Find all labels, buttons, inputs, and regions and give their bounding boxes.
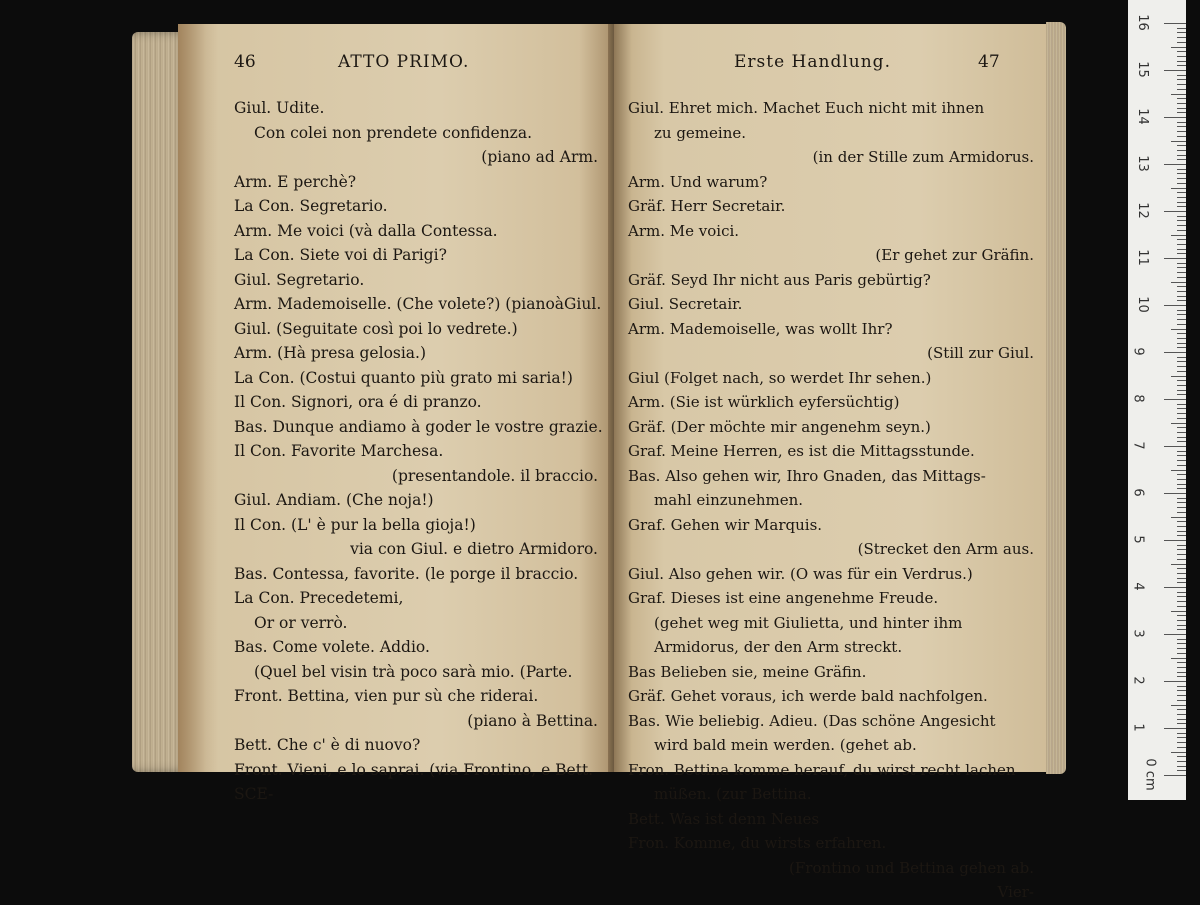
text-line: Giul. Andiam. (Che noja!) xyxy=(234,491,434,509)
text-line: La Con. Segretario. xyxy=(234,197,388,215)
ruler-tick xyxy=(1177,347,1186,348)
ruler-tick xyxy=(1177,512,1186,513)
text-line: Gräf. (Der möchte mir angenehm seyn.) xyxy=(628,417,931,436)
ruler-number: 6 xyxy=(1130,488,1146,497)
ruler-tick xyxy=(1177,526,1186,527)
text-line: (Quel bel visin trà poco sarà mio. (Parte. xyxy=(254,662,573,681)
ruler-number: 0 cm xyxy=(1142,758,1158,791)
ruler-tick xyxy=(1177,766,1186,767)
ruler-tick xyxy=(1177,79,1186,80)
ruler-number: 8 xyxy=(1130,394,1146,403)
left-page-number: 46 xyxy=(234,52,256,72)
ruler-tick xyxy=(1171,705,1186,706)
ruler-tick xyxy=(1177,625,1186,626)
text-line: Giul. Segretario. xyxy=(234,270,365,289)
ruler-number: 2 xyxy=(1130,676,1146,685)
ruler-tick xyxy=(1177,737,1186,738)
right-page xyxy=(614,24,1050,901)
ruler-tick xyxy=(1177,108,1186,109)
ruler-tick xyxy=(1164,540,1186,541)
ruler-tick xyxy=(1164,728,1186,729)
ruler-tick xyxy=(1171,141,1186,142)
ruler-tick xyxy=(1177,61,1186,62)
ruler-tick xyxy=(1177,408,1186,409)
text-line: Gräf. Herr Secretair. xyxy=(628,197,786,215)
text-line: (in der Stille zum Armidorus. xyxy=(812,148,1034,166)
ruler-tick xyxy=(1177,535,1186,536)
ruler-tick xyxy=(1177,667,1186,668)
ruler-number: 12 xyxy=(1134,202,1150,219)
ruler-tick xyxy=(1164,681,1186,682)
ruler-tick xyxy=(1177,145,1186,146)
ruler-tick xyxy=(1177,629,1186,630)
text-line: Armidorus, der den Arm streckt. xyxy=(654,638,903,656)
ruler-tick xyxy=(1177,432,1186,433)
ruler-tick xyxy=(1177,183,1186,184)
ruler-tick xyxy=(1177,314,1186,315)
text-line: Arm. (Sie ist würklich eyfersüchtig) xyxy=(628,393,900,411)
measuring-ruler xyxy=(1128,0,1186,800)
ruler-tick xyxy=(1177,230,1186,231)
ruler-tick xyxy=(1177,28,1186,29)
ruler-tick xyxy=(1171,94,1186,95)
ruler-tick xyxy=(1177,197,1186,198)
text-line: Gräf. Gehet voraus, ich werde bald nachfolgen. xyxy=(628,687,988,705)
text-line: (Strecket den Arm aus. xyxy=(857,540,1034,558)
ruler-tick xyxy=(1171,611,1186,612)
text-line: mahl einzunehmen. xyxy=(654,491,804,509)
ruler-tick xyxy=(1177,578,1186,579)
ruler-tick xyxy=(1177,427,1186,428)
ruler-tick xyxy=(1171,658,1186,659)
ruler-tick xyxy=(1177,253,1186,254)
text-line: Bett. Che c' è di nuovo? xyxy=(234,736,421,754)
ruler-tick xyxy=(1177,455,1186,456)
text-line: Giul. (Seguitate così poi lo vedrete.) xyxy=(234,319,518,338)
ruler-tick xyxy=(1177,155,1186,156)
ruler-tick xyxy=(1164,634,1186,635)
ruler-tick xyxy=(1171,329,1186,330)
ruler-tick xyxy=(1177,451,1186,452)
ruler-tick xyxy=(1177,404,1186,405)
ruler-tick xyxy=(1177,65,1186,66)
text-line: (Er gehet zur Gräfin. xyxy=(875,246,1034,264)
ruler-tick xyxy=(1177,338,1186,339)
text-line: Arm. E perchè? xyxy=(234,172,357,191)
ruler-number: 9 xyxy=(1130,347,1146,356)
ruler-tick xyxy=(1177,465,1186,466)
text-line: (piano à Bettina. xyxy=(467,711,598,730)
right-page-header: Erste Handlung. xyxy=(734,52,891,72)
ruler-tick xyxy=(1177,89,1186,90)
ruler-tick xyxy=(1177,122,1186,123)
text-line: via con Giul. e dietro Armidoro. xyxy=(350,540,598,558)
ruler-tick xyxy=(1177,733,1186,734)
text-line: Bas. Also gehen wir, Ihro Gnaden, das Mittags- xyxy=(628,466,986,485)
ruler-tick xyxy=(1177,479,1186,480)
ruler-tick xyxy=(1177,672,1186,673)
ruler-tick xyxy=(1177,601,1186,602)
ruler-tick xyxy=(1177,343,1186,344)
text-line: Giul. Secretair. xyxy=(628,295,743,313)
text-line: Graf. Dieses ist eine angenehme Freude. xyxy=(628,589,939,607)
ruler-tick xyxy=(1177,32,1186,33)
text-line: Giul. Ehret mich. Machet Euch nicht mit ihnen xyxy=(628,99,985,117)
ruler-number: 10 xyxy=(1134,296,1150,313)
ruler-tick xyxy=(1164,164,1186,165)
ruler-tick xyxy=(1177,394,1186,395)
ruler-tick xyxy=(1164,23,1186,24)
ruler-tick xyxy=(1171,282,1186,283)
ruler-number: 4 xyxy=(1130,582,1146,591)
ruler-tick xyxy=(1177,272,1186,273)
ruler-tick xyxy=(1177,756,1186,757)
ruler-tick xyxy=(1177,380,1186,381)
ruler-tick xyxy=(1177,390,1186,391)
ruler-tick xyxy=(1177,714,1186,715)
ruler-tick xyxy=(1177,531,1186,532)
ruler-tick xyxy=(1177,103,1186,104)
ruler-tick xyxy=(1177,98,1186,99)
ruler-tick xyxy=(1177,267,1186,268)
text-line: Giul. Udite. xyxy=(234,99,325,117)
ruler-number: 16 xyxy=(1134,14,1150,31)
ruler-tick xyxy=(1177,319,1186,320)
ruler-tick xyxy=(1177,178,1186,179)
ruler-number: 3 xyxy=(1130,629,1146,638)
ruler-tick xyxy=(1177,239,1186,240)
ruler-tick xyxy=(1177,441,1186,442)
right-page-text xyxy=(614,96,1050,905)
ruler-tick xyxy=(1177,225,1186,226)
ruler-tick xyxy=(1177,700,1186,701)
text-line: Arm. Me voici (và dalla Contessa. xyxy=(234,221,498,240)
ruler-tick xyxy=(1177,460,1186,461)
ruler-tick xyxy=(1177,502,1186,503)
ruler-tick xyxy=(1171,470,1186,471)
ruler-tick xyxy=(1177,310,1186,311)
ruler-tick xyxy=(1177,559,1186,560)
text-line: müßen. (zur Bettina. xyxy=(654,785,812,803)
ruler-number: 14 xyxy=(1134,108,1150,125)
ruler-tick xyxy=(1177,84,1186,85)
ruler-tick xyxy=(1177,244,1186,245)
open-book xyxy=(132,18,1066,901)
text-line: Arm. Mademoiselle. (Che volete?) (pianoàGiul. xyxy=(234,295,602,313)
ruler-tick xyxy=(1177,662,1186,663)
ruler-tick xyxy=(1164,70,1186,71)
right-page-number: 47 xyxy=(978,52,1000,72)
ruler-tick xyxy=(1164,446,1186,447)
ruler-number: 15 xyxy=(1134,61,1150,78)
ruler-tick xyxy=(1171,235,1186,236)
ruler-number: 5 xyxy=(1130,535,1146,544)
text-line: Giul (Folget nach, so werdet Ihr sehen.) xyxy=(628,368,932,387)
ruler-tick xyxy=(1171,47,1186,48)
text-line: Fron. Bettina komme herauf, du wirst recht lachen xyxy=(628,760,1016,779)
text-line: SCE- xyxy=(234,785,274,803)
text-line: Gräf. Seyd Ihr nicht aus Paris gebürtig? xyxy=(628,270,931,289)
ruler-tick xyxy=(1177,620,1186,621)
text-line: (gehet weg mit Giulietta, und hinter ihm xyxy=(654,613,963,632)
ruler-tick xyxy=(1177,136,1186,137)
text-line: Bas Belieben sie, meine Gräfin. xyxy=(628,662,867,681)
ruler-tick xyxy=(1177,653,1186,654)
ruler-tick xyxy=(1177,357,1186,358)
page-edges-right xyxy=(1046,22,1066,774)
ruler-tick xyxy=(1177,75,1186,76)
ruler-tick xyxy=(1164,305,1186,306)
ruler-tick xyxy=(1171,517,1186,518)
ruler-tick xyxy=(1177,300,1186,301)
ruler-tick xyxy=(1177,385,1186,386)
ruler-tick xyxy=(1177,126,1186,127)
ruler-tick xyxy=(1177,51,1186,52)
ruler-tick xyxy=(1177,418,1186,419)
ruler-tick xyxy=(1177,333,1186,334)
ruler-tick xyxy=(1164,211,1186,212)
text-line: Vier- xyxy=(997,883,1034,901)
ruler-tick xyxy=(1177,206,1186,207)
left-page xyxy=(178,24,614,803)
text-line: La Con. Precedetemi, xyxy=(234,589,404,607)
ruler-tick xyxy=(1177,296,1186,297)
text-line: Front. Bettina, vien pur sù che riderai. xyxy=(234,687,539,705)
ruler-tick xyxy=(1177,690,1186,691)
left-page-header: ATTO PRIMO. xyxy=(338,52,470,72)
ruler-tick xyxy=(1177,286,1186,287)
ruler-tick xyxy=(1177,192,1186,193)
ruler-tick xyxy=(1177,592,1186,593)
text-line: La Con. (Costui quanto più grato mi saria!) xyxy=(234,368,573,387)
ruler-tick xyxy=(1177,220,1186,221)
ruler-tick xyxy=(1164,775,1186,776)
text-line: La Con. Siete voi di Parigi? xyxy=(234,246,447,264)
ruler-number: 7 xyxy=(1130,441,1146,450)
ruler-tick xyxy=(1177,761,1186,762)
ruler-tick xyxy=(1177,648,1186,649)
text-line: Con colei non prendete confidenza. xyxy=(254,123,533,142)
text-line: zu gemeine. xyxy=(654,123,747,142)
text-line: Arm. Me voici. xyxy=(628,221,740,240)
ruler-tick xyxy=(1177,216,1186,217)
text-line: Bas. Contessa, favorite. (le porge il braccio. xyxy=(234,564,579,583)
ruler-tick xyxy=(1164,258,1186,259)
ruler-tick xyxy=(1177,695,1186,696)
ruler-tick xyxy=(1164,493,1186,494)
ruler-tick xyxy=(1177,291,1186,292)
ruler-tick xyxy=(1177,474,1186,475)
ruler-tick xyxy=(1177,549,1186,550)
ruler-tick xyxy=(1177,554,1186,555)
ruler-tick xyxy=(1177,719,1186,720)
ruler-tick xyxy=(1177,361,1186,362)
ruler-number: 1 xyxy=(1130,723,1146,732)
ruler-tick xyxy=(1177,131,1186,132)
ruler-tick xyxy=(1164,587,1186,588)
ruler-tick xyxy=(1177,366,1186,367)
ruler-tick xyxy=(1177,263,1186,264)
ruler-tick xyxy=(1177,488,1186,489)
text-line: Front. Vieni, e lo saprai. (via Frontino, e Bett. xyxy=(234,760,594,779)
ruler-tick xyxy=(1177,169,1186,170)
text-line: (piano ad Arm. xyxy=(481,148,598,166)
ruler-tick xyxy=(1164,399,1186,400)
left-page-text xyxy=(178,96,614,807)
ruler-tick xyxy=(1177,150,1186,151)
text-line: Or or verrò. xyxy=(254,613,348,632)
ruler-tick xyxy=(1177,159,1186,160)
text-line: Arm. Und warum? xyxy=(628,172,768,191)
ruler-tick xyxy=(1177,573,1186,574)
ruler-tick xyxy=(1177,596,1186,597)
ruler-tick xyxy=(1171,376,1186,377)
ruler-tick xyxy=(1177,742,1186,743)
text-line: wird bald mein werden. (gehet ab. xyxy=(654,736,917,754)
ruler-tick xyxy=(1177,249,1186,250)
ruler-tick xyxy=(1177,545,1186,546)
text-line: Bas. Dunque andiamo à goder le vostre grazie. xyxy=(234,417,603,436)
ruler-tick xyxy=(1177,112,1186,113)
ruler-tick xyxy=(1177,676,1186,677)
ruler-tick xyxy=(1177,324,1186,325)
ruler-tick xyxy=(1177,747,1186,748)
text-line: (presentandole. il braccio. xyxy=(391,466,598,485)
ruler-tick xyxy=(1177,371,1186,372)
ruler-tick xyxy=(1171,564,1186,565)
text-line: Il Con. (L' è pur la bella gioja!) xyxy=(234,515,476,534)
ruler-tick xyxy=(1177,507,1186,508)
ruler-tick xyxy=(1171,752,1186,753)
ruler-tick xyxy=(1177,568,1186,569)
ruler-tick xyxy=(1177,413,1186,414)
text-line: Graf. Gehen wir Marquis. xyxy=(628,515,823,534)
text-line: Giul. Also gehen wir. (O was für ein Verdrus.) xyxy=(628,564,973,583)
ruler-tick xyxy=(1171,423,1186,424)
ruler-tick xyxy=(1177,37,1186,38)
ruler-tick xyxy=(1164,352,1186,353)
ruler-tick xyxy=(1177,484,1186,485)
text-line: (Still zur Giul. xyxy=(927,344,1034,362)
text-line: (Frontino und Bettina gehen ab. xyxy=(789,858,1034,877)
ruler-tick xyxy=(1177,437,1186,438)
ruler-tick xyxy=(1177,521,1186,522)
ruler-tick xyxy=(1177,709,1186,710)
ruler-number: 11 xyxy=(1134,249,1150,266)
ruler-tick xyxy=(1177,639,1186,640)
text-line: Bas. Wie beliebig. Adieu. (Das schöne Angesicht xyxy=(628,711,996,730)
ruler-tick xyxy=(1177,770,1186,771)
ruler-tick xyxy=(1177,173,1186,174)
ruler-tick xyxy=(1171,188,1186,189)
ruler-number: 13 xyxy=(1134,155,1150,172)
text-line: Arm. Mademoiselle, was wollt Ihr? xyxy=(628,319,893,338)
ruler-tick xyxy=(1177,498,1186,499)
ruler-tick xyxy=(1177,202,1186,203)
ruler-tick xyxy=(1177,56,1186,57)
ruler-tick xyxy=(1177,277,1186,278)
ruler-tick xyxy=(1177,615,1186,616)
ruler-tick xyxy=(1164,117,1186,118)
ruler-tick xyxy=(1177,582,1186,583)
ruler-tick xyxy=(1177,643,1186,644)
text-line: Arm. (Hà presa gelosia.) xyxy=(234,344,427,362)
text-line: Fron. Komme, du wirsts erfahren. xyxy=(628,834,887,852)
text-line: Graf. Meine Herren, es ist die Mittagsstunde. xyxy=(628,442,975,460)
text-line: Bas. Come volete. Addio. xyxy=(234,638,430,656)
ruler-tick xyxy=(1177,723,1186,724)
text-line: Il Con. Favorite Marchesa. xyxy=(234,442,444,460)
ruler-tick xyxy=(1177,42,1186,43)
ruler-tick xyxy=(1177,606,1186,607)
text-line: Il Con. Signori, ora é di pranzo. xyxy=(234,393,482,411)
text-line: Bett. Was ist denn Neues xyxy=(628,809,820,828)
ruler-tick xyxy=(1177,686,1186,687)
